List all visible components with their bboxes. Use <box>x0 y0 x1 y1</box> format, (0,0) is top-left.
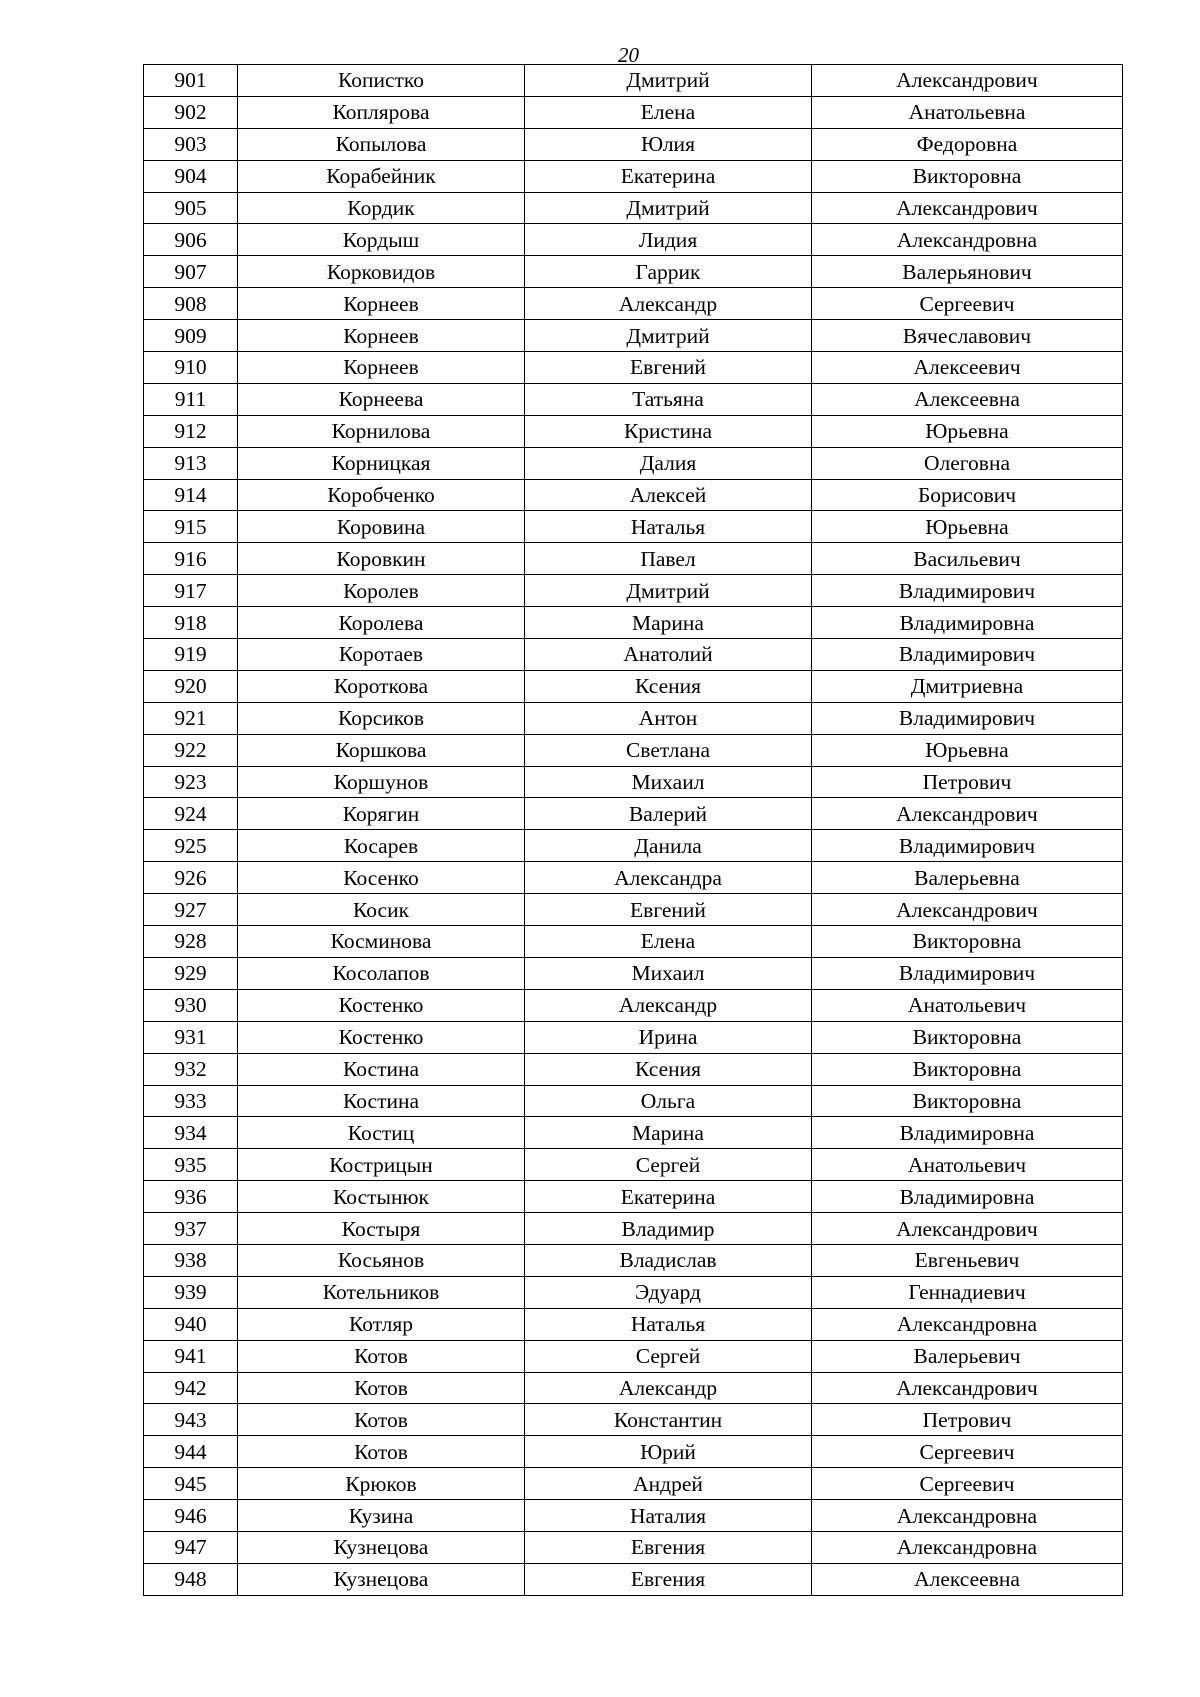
first-name-cell: Дмитрий <box>525 65 812 97</box>
patronymic-cell: Васильевич <box>812 543 1123 575</box>
row-number-cell: 946 <box>144 1500 238 1532</box>
last-name-cell: Косик <box>238 894 525 926</box>
row-number-cell: 904 <box>144 160 238 192</box>
row-number-cell: 930 <box>144 989 238 1021</box>
last-name-cell: Коробченко <box>238 479 525 511</box>
table-row <box>144 894 1123 926</box>
first-name-cell: Антон <box>525 702 812 734</box>
patronymic-cell: Анатольевич <box>812 989 1123 1021</box>
table-row <box>144 160 1123 192</box>
row-number-cell: 933 <box>144 1085 238 1117</box>
patronymic-cell: Олеговна <box>812 447 1123 479</box>
first-name-cell: Константин <box>525 1404 812 1436</box>
row-number-cell: 920 <box>144 670 238 702</box>
patronymic-cell: Александрович <box>812 192 1123 224</box>
last-name-cell: Корсиков <box>238 702 525 734</box>
last-name-cell: Коплярова <box>238 96 525 128</box>
first-name-cell: Александра <box>525 862 812 894</box>
table-row <box>144 670 1123 702</box>
patronymic-cell: Владимирович <box>812 702 1123 734</box>
patronymic-cell: Александрович <box>812 798 1123 830</box>
last-name-cell: Копылова <box>238 128 525 160</box>
patronymic-cell: Юрьевна <box>812 415 1123 447</box>
last-name-cell: Корницкая <box>238 447 525 479</box>
table-row <box>144 575 1123 607</box>
first-name-cell: Павел <box>525 543 812 575</box>
first-name-cell: Александр <box>525 288 812 320</box>
last-name-cell: Котов <box>238 1404 525 1436</box>
table-row <box>144 479 1123 511</box>
row-number-cell: 928 <box>144 926 238 958</box>
last-name-cell: Королев <box>238 575 525 607</box>
page-number: 20 <box>618 43 639 67</box>
patronymic-cell: Викторовна <box>812 1053 1123 1085</box>
first-name-cell: Данила <box>525 830 812 862</box>
row-number-cell: 924 <box>144 798 238 830</box>
last-name-cell: Королева <box>238 607 525 639</box>
last-name-cell: Котляр <box>238 1308 525 1340</box>
last-name-cell: Кострицын <box>238 1149 525 1181</box>
table-row <box>144 256 1123 288</box>
row-number-cell: 935 <box>144 1149 238 1181</box>
patronymic-cell: Александрович <box>812 65 1123 97</box>
last-name-cell: Копистко <box>238 65 525 97</box>
first-name-cell: Александр <box>525 1372 812 1404</box>
patronymic-cell: Сергеевич <box>812 1468 1123 1500</box>
table-row <box>144 1085 1123 1117</box>
last-name-cell: Костина <box>238 1085 525 1117</box>
table-row <box>144 65 1123 97</box>
patronymic-cell: Валерьянович <box>812 256 1123 288</box>
patronymic-cell: Владимировна <box>812 607 1123 639</box>
table-row <box>144 192 1123 224</box>
first-name-cell: Елена <box>525 926 812 958</box>
first-name-cell: Светлана <box>525 734 812 766</box>
first-name-cell: Ксения <box>525 670 812 702</box>
table-row <box>144 1372 1123 1404</box>
first-name-cell: Владимир <box>525 1213 812 1245</box>
patronymic-cell: Федоровна <box>812 128 1123 160</box>
table-row <box>144 128 1123 160</box>
first-name-cell: Андрей <box>525 1468 812 1500</box>
patronymic-cell: Вячеславович <box>812 320 1123 352</box>
first-name-cell: Ольга <box>525 1085 812 1117</box>
last-name-cell: Коровина <box>238 511 525 543</box>
table-row <box>144 1531 1123 1563</box>
patronymic-cell: Владимирович <box>812 575 1123 607</box>
last-name-cell: Костенко <box>238 1021 525 1053</box>
row-number-cell: 929 <box>144 957 238 989</box>
last-name-cell: Корнеев <box>238 320 525 352</box>
row-number-cell: 907 <box>144 256 238 288</box>
last-name-cell: Кордик <box>238 192 525 224</box>
row-number-cell: 941 <box>144 1340 238 1372</box>
row-number-cell: 942 <box>144 1372 238 1404</box>
first-name-cell: Наталья <box>525 511 812 543</box>
table-row <box>144 1563 1123 1595</box>
patronymic-cell: Владимирович <box>812 957 1123 989</box>
first-name-cell: Эдуард <box>525 1276 812 1308</box>
patronymic-cell: Викторовна <box>812 160 1123 192</box>
table-row <box>144 1117 1123 1149</box>
patronymic-cell: Юрьевна <box>812 511 1123 543</box>
table-row <box>144 1244 1123 1276</box>
row-number-cell: 903 <box>144 128 238 160</box>
patronymic-cell: Евгеньевич <box>812 1244 1123 1276</box>
first-name-cell: Наталия <box>525 1500 812 1532</box>
last-name-cell: Корнеев <box>238 352 525 384</box>
patronymic-cell: Петрович <box>812 766 1123 798</box>
first-name-cell: Дмитрий <box>525 320 812 352</box>
table-row <box>144 1404 1123 1436</box>
last-name-cell: Короткова <box>238 670 525 702</box>
table-row <box>144 862 1123 894</box>
last-name-cell: Косарев <box>238 830 525 862</box>
first-name-cell: Алексей <box>525 479 812 511</box>
table-row <box>144 511 1123 543</box>
last-name-cell: Коршкова <box>238 734 525 766</box>
first-name-cell: Татьяна <box>525 383 812 415</box>
first-name-cell: Евгений <box>525 894 812 926</box>
first-name-cell: Ксения <box>525 1053 812 1085</box>
last-name-cell: Кузнецова <box>238 1531 525 1563</box>
last-name-cell: Костиц <box>238 1117 525 1149</box>
first-name-cell: Юрий <box>525 1436 812 1468</box>
patronymic-cell: Алексеевич <box>812 352 1123 384</box>
row-number-cell: 912 <box>144 415 238 447</box>
last-name-cell: Коршунов <box>238 766 525 798</box>
patronymic-cell: Петрович <box>812 1404 1123 1436</box>
table-row <box>144 1340 1123 1372</box>
patronymic-cell: Сергеевич <box>812 288 1123 320</box>
first-name-cell: Марина <box>525 1117 812 1149</box>
last-name-cell: Корнилова <box>238 415 525 447</box>
table-row <box>144 639 1123 671</box>
patronymic-cell: Александрович <box>812 894 1123 926</box>
last-name-cell: Костынюк <box>238 1181 525 1213</box>
table-row <box>144 543 1123 575</box>
row-number-cell: 943 <box>144 1404 238 1436</box>
table-row <box>144 1021 1123 1053</box>
row-number-cell: 932 <box>144 1053 238 1085</box>
names-table <box>143 64 1123 1596</box>
table-row <box>144 989 1123 1021</box>
last-name-cell: Котельников <box>238 1276 525 1308</box>
first-name-cell: Александр <box>525 989 812 1021</box>
row-number-cell: 926 <box>144 862 238 894</box>
table-row <box>144 383 1123 415</box>
last-name-cell: Корнеева <box>238 383 525 415</box>
last-name-cell: Коровкин <box>238 543 525 575</box>
patronymic-cell: Александровна <box>812 1308 1123 1340</box>
table-row <box>144 734 1123 766</box>
last-name-cell: Коротаев <box>238 639 525 671</box>
patronymic-cell: Владимировна <box>812 1181 1123 1213</box>
table-row <box>144 926 1123 958</box>
first-name-cell: Дмитрий <box>525 192 812 224</box>
table-row <box>144 702 1123 734</box>
patronymic-cell: Юрьевна <box>812 734 1123 766</box>
row-number-cell: 902 <box>144 96 238 128</box>
table-row <box>144 1213 1123 1245</box>
row-number-cell: 931 <box>144 1021 238 1053</box>
last-name-cell: Косенко <box>238 862 525 894</box>
row-number-cell: 909 <box>144 320 238 352</box>
first-name-cell: Михаил <box>525 766 812 798</box>
row-number-cell: 906 <box>144 224 238 256</box>
patronymic-cell: Анатольевна <box>812 96 1123 128</box>
last-name-cell: Косминова <box>238 926 525 958</box>
last-name-cell: Кузина <box>238 1500 525 1532</box>
row-number-cell: 938 <box>144 1244 238 1276</box>
patronymic-cell: Дмитриевна <box>812 670 1123 702</box>
table-row <box>144 1181 1123 1213</box>
table-row <box>144 320 1123 352</box>
last-name-cell: Котов <box>238 1372 525 1404</box>
row-number-cell: 910 <box>144 352 238 384</box>
first-name-cell: Елена <box>525 96 812 128</box>
table-row <box>144 1436 1123 1468</box>
table-row <box>144 1053 1123 1085</box>
row-number-cell: 901 <box>144 65 238 97</box>
last-name-cell: Корягин <box>238 798 525 830</box>
row-number-cell: 916 <box>144 543 238 575</box>
table-row <box>144 447 1123 479</box>
last-name-cell: Кузнецова <box>238 1563 525 1595</box>
row-number-cell: 948 <box>144 1563 238 1595</box>
row-number-cell: 911 <box>144 383 238 415</box>
patronymic-cell: Анатольевич <box>812 1149 1123 1181</box>
first-name-cell: Валерий <box>525 798 812 830</box>
table-row <box>144 830 1123 862</box>
row-number-cell: 939 <box>144 1276 238 1308</box>
row-number-cell: 918 <box>144 607 238 639</box>
first-name-cell: Евгений <box>525 352 812 384</box>
first-name-cell: Михаил <box>525 957 812 989</box>
row-number-cell: 945 <box>144 1468 238 1500</box>
first-name-cell: Наталья <box>525 1308 812 1340</box>
last-name-cell: Костина <box>238 1053 525 1085</box>
last-name-cell: Корнеев <box>238 288 525 320</box>
table-row <box>144 288 1123 320</box>
table-row <box>144 766 1123 798</box>
table-row <box>144 415 1123 447</box>
last-name-cell: Крюков <box>238 1468 525 1500</box>
table-row <box>144 224 1123 256</box>
first-name-cell: Владислав <box>525 1244 812 1276</box>
row-number-cell: 937 <box>144 1213 238 1245</box>
patronymic-cell: Викторовна <box>812 926 1123 958</box>
patronymic-cell: Викторовна <box>812 1085 1123 1117</box>
table-row <box>144 798 1123 830</box>
patronymic-cell: Сергеевич <box>812 1436 1123 1468</box>
row-number-cell: 947 <box>144 1531 238 1563</box>
first-name-cell: Евгения <box>525 1563 812 1595</box>
last-name-cell: Костенко <box>238 989 525 1021</box>
names-table-body <box>144 65 1123 1596</box>
patronymic-cell: Владимирович <box>812 639 1123 671</box>
patronymic-cell: Александровна <box>812 1531 1123 1563</box>
last-name-cell: Котов <box>238 1436 525 1468</box>
first-name-cell: Евгения <box>525 1531 812 1563</box>
first-name-cell: Сергей <box>525 1149 812 1181</box>
patronymic-cell: Александровна <box>812 1500 1123 1532</box>
table-row <box>144 607 1123 639</box>
patronymic-cell: Борисович <box>812 479 1123 511</box>
row-number-cell: 908 <box>144 288 238 320</box>
last-name-cell: Котов <box>238 1340 525 1372</box>
patronymic-cell: Владимирович <box>812 830 1123 862</box>
patronymic-cell: Владимировна <box>812 1117 1123 1149</box>
table-row <box>144 1276 1123 1308</box>
first-name-cell: Кристина <box>525 415 812 447</box>
first-name-cell: Юлия <box>525 128 812 160</box>
last-name-cell: Корабейник <box>238 160 525 192</box>
row-number-cell: 923 <box>144 766 238 798</box>
row-number-cell: 925 <box>144 830 238 862</box>
row-number-cell: 905 <box>144 192 238 224</box>
patronymic-cell: Александровна <box>812 224 1123 256</box>
last-name-cell: Косолапов <box>238 957 525 989</box>
row-number-cell: 914 <box>144 479 238 511</box>
last-name-cell: Кордыш <box>238 224 525 256</box>
first-name-cell: Гаррик <box>525 256 812 288</box>
table-row <box>144 352 1123 384</box>
first-name-cell: Ирина <box>525 1021 812 1053</box>
row-number-cell: 915 <box>144 511 238 543</box>
first-name-cell: Сергей <box>525 1340 812 1372</box>
last-name-cell: Корковидов <box>238 256 525 288</box>
table-row <box>144 957 1123 989</box>
first-name-cell: Далия <box>525 447 812 479</box>
row-number-cell: 919 <box>144 639 238 671</box>
patronymic-cell: Викторовна <box>812 1021 1123 1053</box>
row-number-cell: 934 <box>144 1117 238 1149</box>
row-number-cell: 913 <box>144 447 238 479</box>
row-number-cell: 944 <box>144 1436 238 1468</box>
patronymic-cell: Валерьевна <box>812 862 1123 894</box>
last-name-cell: Косьянов <box>238 1244 525 1276</box>
last-name-cell: Костыря <box>238 1213 525 1245</box>
patronymic-cell: Александрович <box>812 1213 1123 1245</box>
first-name-cell: Екатерина <box>525 1181 812 1213</box>
first-name-cell: Марина <box>525 607 812 639</box>
patronymic-cell: Алексеевна <box>812 383 1123 415</box>
row-number-cell: 940 <box>144 1308 238 1340</box>
row-number-cell: 936 <box>144 1181 238 1213</box>
first-name-cell: Екатерина <box>525 160 812 192</box>
table-row <box>144 96 1123 128</box>
first-name-cell: Анатолий <box>525 639 812 671</box>
table-row <box>144 1468 1123 1500</box>
table-row <box>144 1149 1123 1181</box>
row-number-cell: 927 <box>144 894 238 926</box>
row-number-cell: 921 <box>144 702 238 734</box>
patronymic-cell: Алексеевна <box>812 1563 1123 1595</box>
patronymic-cell: Геннадиевич <box>812 1276 1123 1308</box>
table-row <box>144 1308 1123 1340</box>
first-name-cell: Дмитрий <box>525 575 812 607</box>
patronymic-cell: Валерьевич <box>812 1340 1123 1372</box>
patronymic-cell: Александрович <box>812 1372 1123 1404</box>
table-row <box>144 1500 1123 1532</box>
row-number-cell: 917 <box>144 575 238 607</box>
first-name-cell: Лидия <box>525 224 812 256</box>
row-number-cell: 922 <box>144 734 238 766</box>
